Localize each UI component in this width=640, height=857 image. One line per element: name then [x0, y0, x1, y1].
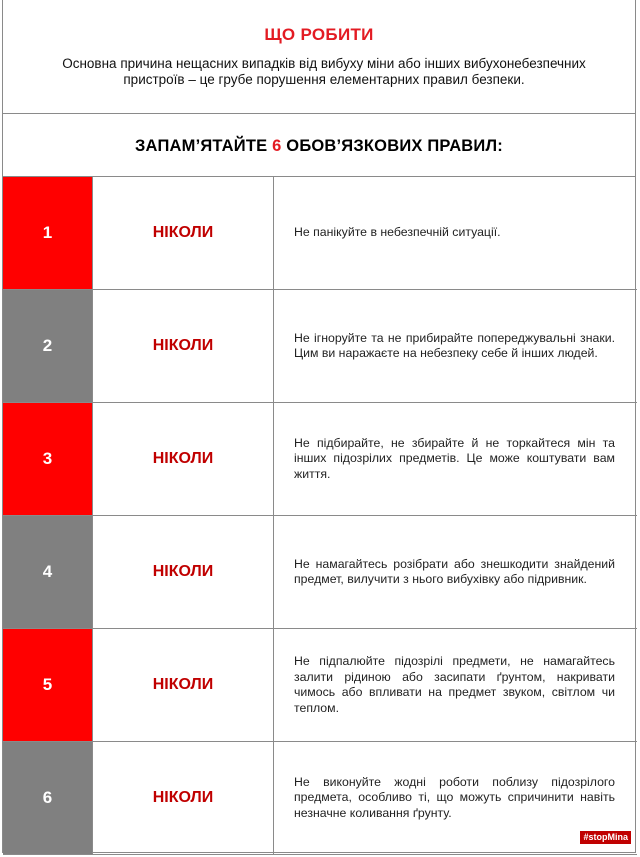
rule-text: Не ігноруйте та не прибирайте попереджувальні знаки. Цим ви наражаєте на небезпеку себе й інших людей.	[274, 290, 638, 403]
rule-row	[3, 516, 637, 629]
rule-row	[3, 177, 637, 290]
rule-number: 2	[3, 290, 93, 403]
rule-row	[3, 403, 637, 516]
stopmina-badge: #stopMina	[580, 831, 631, 844]
document-page	[2, 0, 636, 853]
rule-number: 5	[3, 629, 93, 742]
rule-number: 3	[3, 403, 93, 516]
rule-never-label: НІКОЛИ	[93, 290, 274, 403]
rule-never-label: НІКОЛИ	[93, 516, 274, 629]
rule-never-label: НІКОЛИ	[93, 177, 274, 290]
rule-never-label: НІКОЛИ	[93, 629, 274, 742]
rule-number: 6	[3, 742, 93, 855]
page-title: ЩО РОБИТИ	[264, 25, 374, 44]
rule-row	[3, 629, 637, 742]
rules-table	[3, 177, 637, 855]
rules-heading-after: ОБОВ’ЯЗКОВИХ ПРАВИЛ:	[281, 137, 503, 155]
rule-row	[3, 742, 637, 855]
intro-section	[3, 0, 635, 114]
rule-never-label: НІКОЛИ	[93, 742, 274, 855]
rule-text: Не виконуйте жодні роботи поблизу підозрілого предмета, особливо ті, що можуть спричинити навіть незначне коливання ґрунту.	[274, 742, 638, 855]
rule-text: Не панікуйте в небезпечній ситуації.	[274, 177, 638, 290]
rule-never-label: НІКОЛИ	[93, 403, 274, 516]
rule-text: Не підбирайте, не збирайте й не торкайтеся мін та інших підозрілих предметів. Це може коштувати вам життя.	[274, 403, 638, 516]
rules-count: 6	[272, 137, 282, 155]
rule-text: Не підпалюйте підозрілі предмети, не намагайтесь залити рідиною або засипати ґрунтом, накривати чимось або впливати на предмет звуком, світлом чи теплом.	[274, 629, 638, 742]
rule-text: Не намагайтесь розібрати або знешкодити знайдений предмет, вилучити з нього вибухівку або підривник.	[274, 516, 638, 629]
rule-row	[3, 290, 637, 403]
intro-text: Основна причина нещасних випадків від вибуху міни або інших вибухонебезпечних пристроїв – це грубе порушення елементарних правил безпеки.	[62, 56, 586, 87]
rule-number: 1	[3, 177, 93, 290]
rules-heading	[3, 137, 635, 156]
rule-number: 4	[3, 516, 93, 629]
rules-heading-section	[3, 114, 635, 177]
rules-heading-before: ЗАПАМ’ЯТАЙТЕ	[135, 137, 273, 155]
